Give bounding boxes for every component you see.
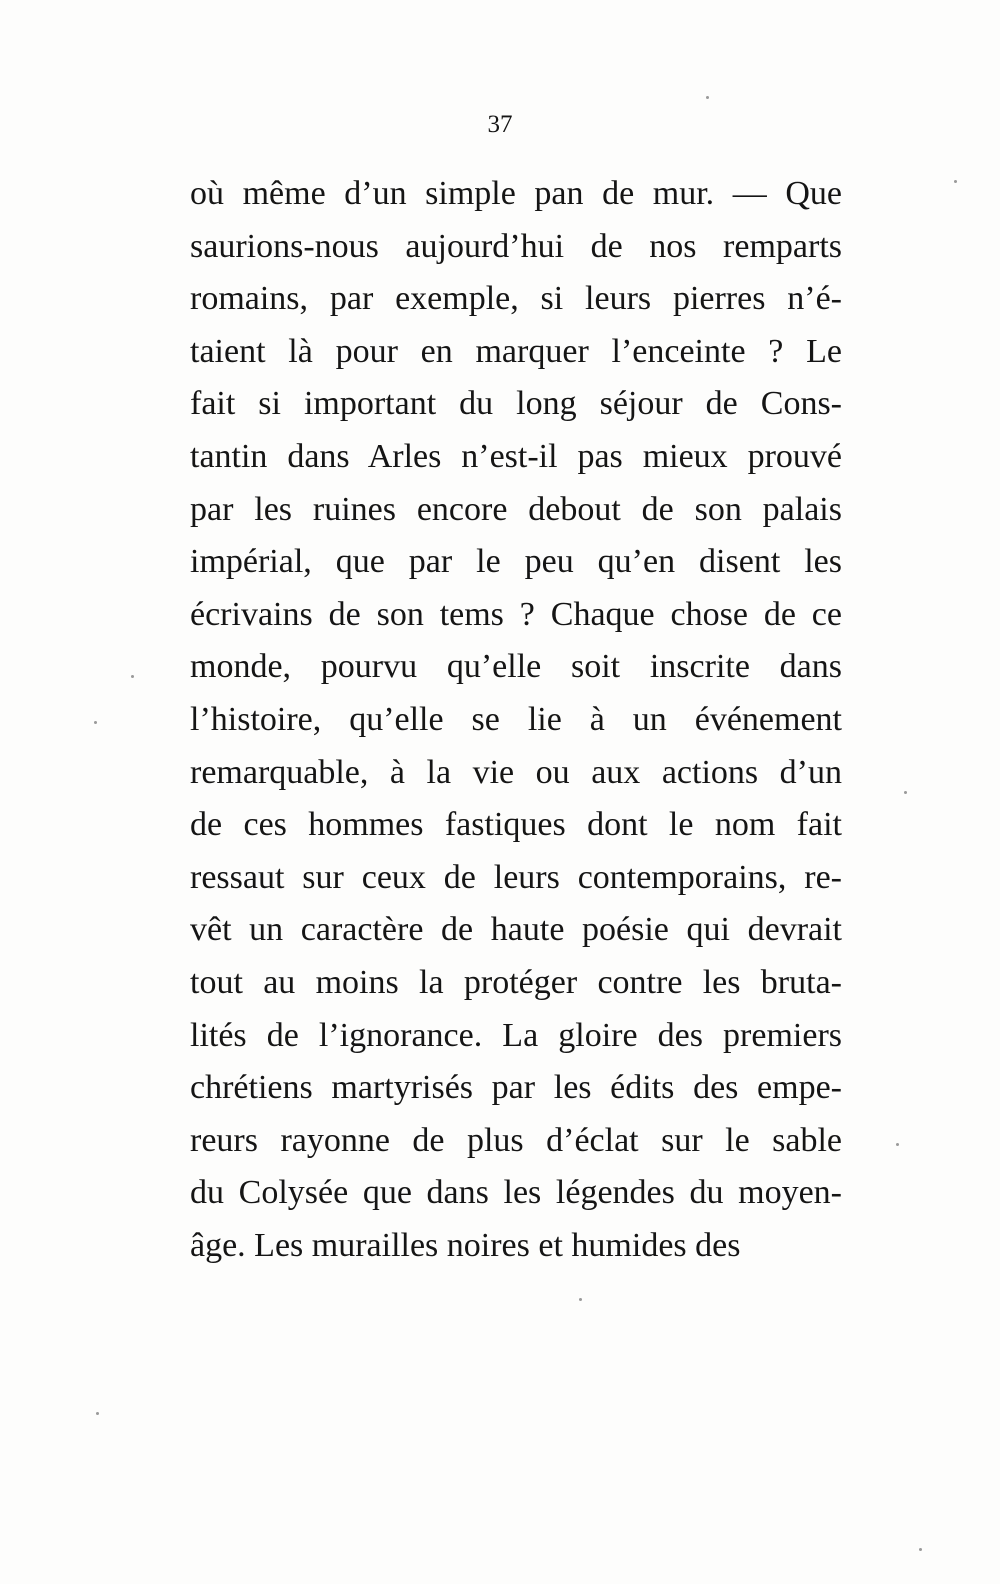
- paper-speck: [706, 96, 709, 99]
- text-line: tout au moins la protéger contre les bruta-: [190, 963, 842, 1001]
- paper-speck: [131, 675, 134, 678]
- text-line: remarquable, à la vie ou aux actions d’un: [190, 753, 842, 791]
- text-line: romains, par exemple, si leurs pierres n’é-: [190, 280, 842, 318]
- paper-speck: [954, 180, 957, 183]
- text-line: impérial, que par le peu qu’en disent les: [190, 543, 842, 581]
- text-line: reurs rayonne de plus d’éclat sur le sable: [190, 1121, 842, 1159]
- text-line: tantin dans Arles n’est-il pas mieux prouvé: [190, 437, 842, 475]
- text-line: l’histoire, qu’elle se lie à un événement: [190, 700, 842, 738]
- text-line: âge. Les murailles noires et humides des: [190, 1226, 741, 1264]
- paper-speck: [904, 791, 907, 794]
- text-line: écrivains de son tems ? Chaque chose de ce: [190, 595, 842, 633]
- paper-speck: [579, 1298, 582, 1301]
- text-line: fait si important du long séjour de Cons-: [190, 385, 842, 423]
- text-line: vêt un caractère de haute poésie qui devrait: [190, 911, 842, 949]
- text-line: taient là pour en marquer l’enceinte ? Le: [190, 332, 842, 370]
- text-line: chrétiens martyrisés par les édits des empe-: [190, 1069, 842, 1107]
- text-line: saurions-nous aujourd’hui de nos remparts: [190, 227, 842, 265]
- text-line: monde, pourvu qu’elle soit inscrite dans: [190, 648, 842, 686]
- text-line: de ces hommes fastiques dont le nom fait: [190, 806, 842, 844]
- text-line: où même d’un simple pan de mur. — Que: [190, 175, 842, 212]
- body-text: [190, 168, 842, 1272]
- text-line: lités de l’ignorance. La gloire des premiers: [190, 1016, 842, 1054]
- paper-speck: [919, 1548, 922, 1551]
- paper-speck: [94, 721, 97, 724]
- paper-speck: [896, 1143, 899, 1146]
- paper-speck: [96, 1412, 99, 1415]
- page-number: 37: [487, 111, 513, 138]
- text-line: par les ruines encore debout de son palais: [190, 490, 842, 528]
- text-line: ressaut sur ceux de leurs contemporains, re-: [190, 858, 842, 896]
- text-line: du Colysée que dans les légendes du moyen-: [190, 1174, 842, 1212]
